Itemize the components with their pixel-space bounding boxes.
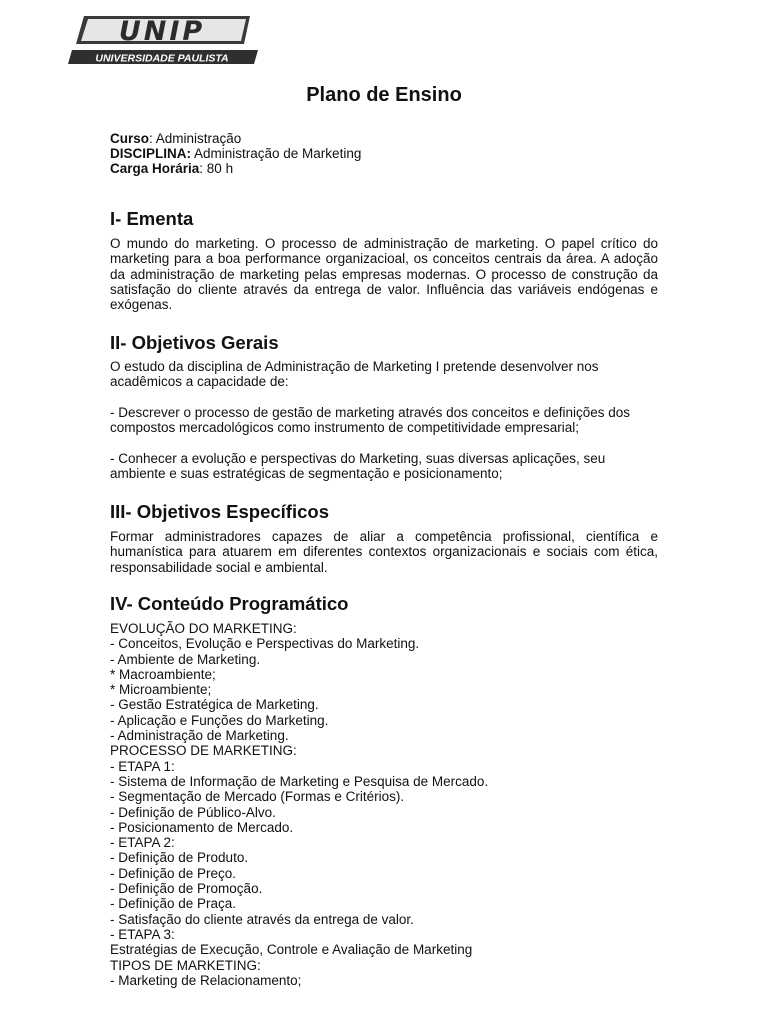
- workload-value: : 80 h: [199, 161, 234, 176]
- list-item: - Definição de Promoção.: [110, 881, 263, 897]
- section-ementa: [110, 208, 658, 312]
- list-item: - Definição de Praça.: [110, 896, 237, 912]
- section-heading: I- Ementa: [110, 208, 194, 229]
- list-item: - Ambiente de Marketing.: [110, 651, 261, 667]
- section-conteudo-programatico: [110, 593, 658, 988]
- list-item: - Definição de Produto.: [110, 850, 249, 866]
- discipline-value: Administração de Marketing: [191, 146, 362, 161]
- list-item: Estratégias de Execução, Controle e Avaliação de Marketing: [110, 942, 473, 958]
- section-objetivos-especificos: [110, 501, 658, 575]
- list-item: * Microambiente;: [110, 682, 212, 698]
- section-text: Formar administradores capazes de aliar a competência profissional, científica e humanística para atuarem em diferentes contextos organizacionais e sociais com ética, responsabilidade social e ambiental.: [110, 529, 658, 575]
- section-heading: II- Objetivos Gerais: [110, 332, 279, 353]
- section-text: O mundo do marketing. O processo de administração de marketing. O papel crítico do marketing para a boa performance organizacioal, os conceitos centrais da área. A adoção da administração de marketing pelas empresas modernas. O processo de construção da satisfação do cliente através da entrega de valor. Influência das variáveis endógenas e exógenas.: [110, 236, 658, 313]
- list-item: - Definição de Preço.: [110, 865, 237, 881]
- section-heading: III- Objetivos Específicos: [110, 501, 329, 522]
- content-list: [110, 621, 658, 988]
- list-item: - ETAPA 1:: [110, 758, 175, 774]
- workload-row: [110, 161, 361, 176]
- section-intro: O estudo da disciplina de Administração de Marketing I pretende desenvolver nos acadêmicos a capacidade de:: [110, 359, 599, 390]
- section-heading: IV- Conteúdo Programático: [110, 593, 349, 614]
- list-item: - ETAPA 2:: [110, 835, 175, 851]
- course-label: Curso: [110, 131, 150, 146]
- objective-item: - Conhecer a evolução e perspectivas do Marketing, suas diversas aplicações, seu ambiente e suas estratégicas de segmentação e posicionamento;: [110, 450, 606, 482]
- list-item: TIPOS DE MARKETING:: [110, 957, 261, 973]
- list-item: - ETAPA 3:: [110, 926, 175, 942]
- course-row: [110, 131, 361, 146]
- list-item: - Aplicação e Funções do Marketing.: [110, 712, 329, 728]
- list-item: - Conceitos, Evolução e Perspectivas do Marketing.: [110, 636, 420, 652]
- page-title: Plano de Ensino: [306, 84, 462, 106]
- list-item: - Sistema de Informação de Marketing e Pesquisa de Mercado.: [110, 773, 489, 789]
- section-objetivos-gerais: [110, 332, 658, 481]
- list-item: - Administração de Marketing.: [110, 728, 289, 744]
- discipline-label: DISCIPLINA:: [110, 146, 191, 161]
- list-item: - Segmentação de Mercado (Formas e Critérios).: [110, 789, 405, 805]
- list-item: EVOLUÇÃO DO MARKETING:: [110, 621, 297, 636]
- list-item: PROCESSO DE MARKETING:: [110, 743, 297, 759]
- discipline-row: [110, 146, 361, 161]
- unip-wordmark: UNIP: [118, 16, 206, 47]
- course-value: : Administração: [149, 131, 242, 146]
- unip-subtitle: UNIVERSIDADE PAULISTA: [95, 52, 229, 65]
- objective-item: - Descrever o processo de gestão de marketing através dos conceitos e definições dos compostos mercadológicos como instrumento de competitividade empresarial;: [110, 404, 631, 436]
- unip-logo-image: [58, 14, 260, 68]
- list-item: - Definição de Público-Alvo.: [110, 804, 276, 820]
- list-item: - Satisfação do cliente através da entrega de valor.: [110, 911, 414, 927]
- course-info: [110, 131, 361, 176]
- unip-logo: [58, 14, 260, 68]
- list-item: - Marketing de Relacionamento;: [110, 972, 302, 988]
- list-item: - Posicionamento de Mercado.: [110, 819, 294, 835]
- list-item: - Gestão Estratégica de Marketing.: [110, 697, 319, 713]
- list-item: * Macroambiente;: [110, 666, 216, 682]
- workload-label: Carga Horária: [110, 161, 200, 176]
